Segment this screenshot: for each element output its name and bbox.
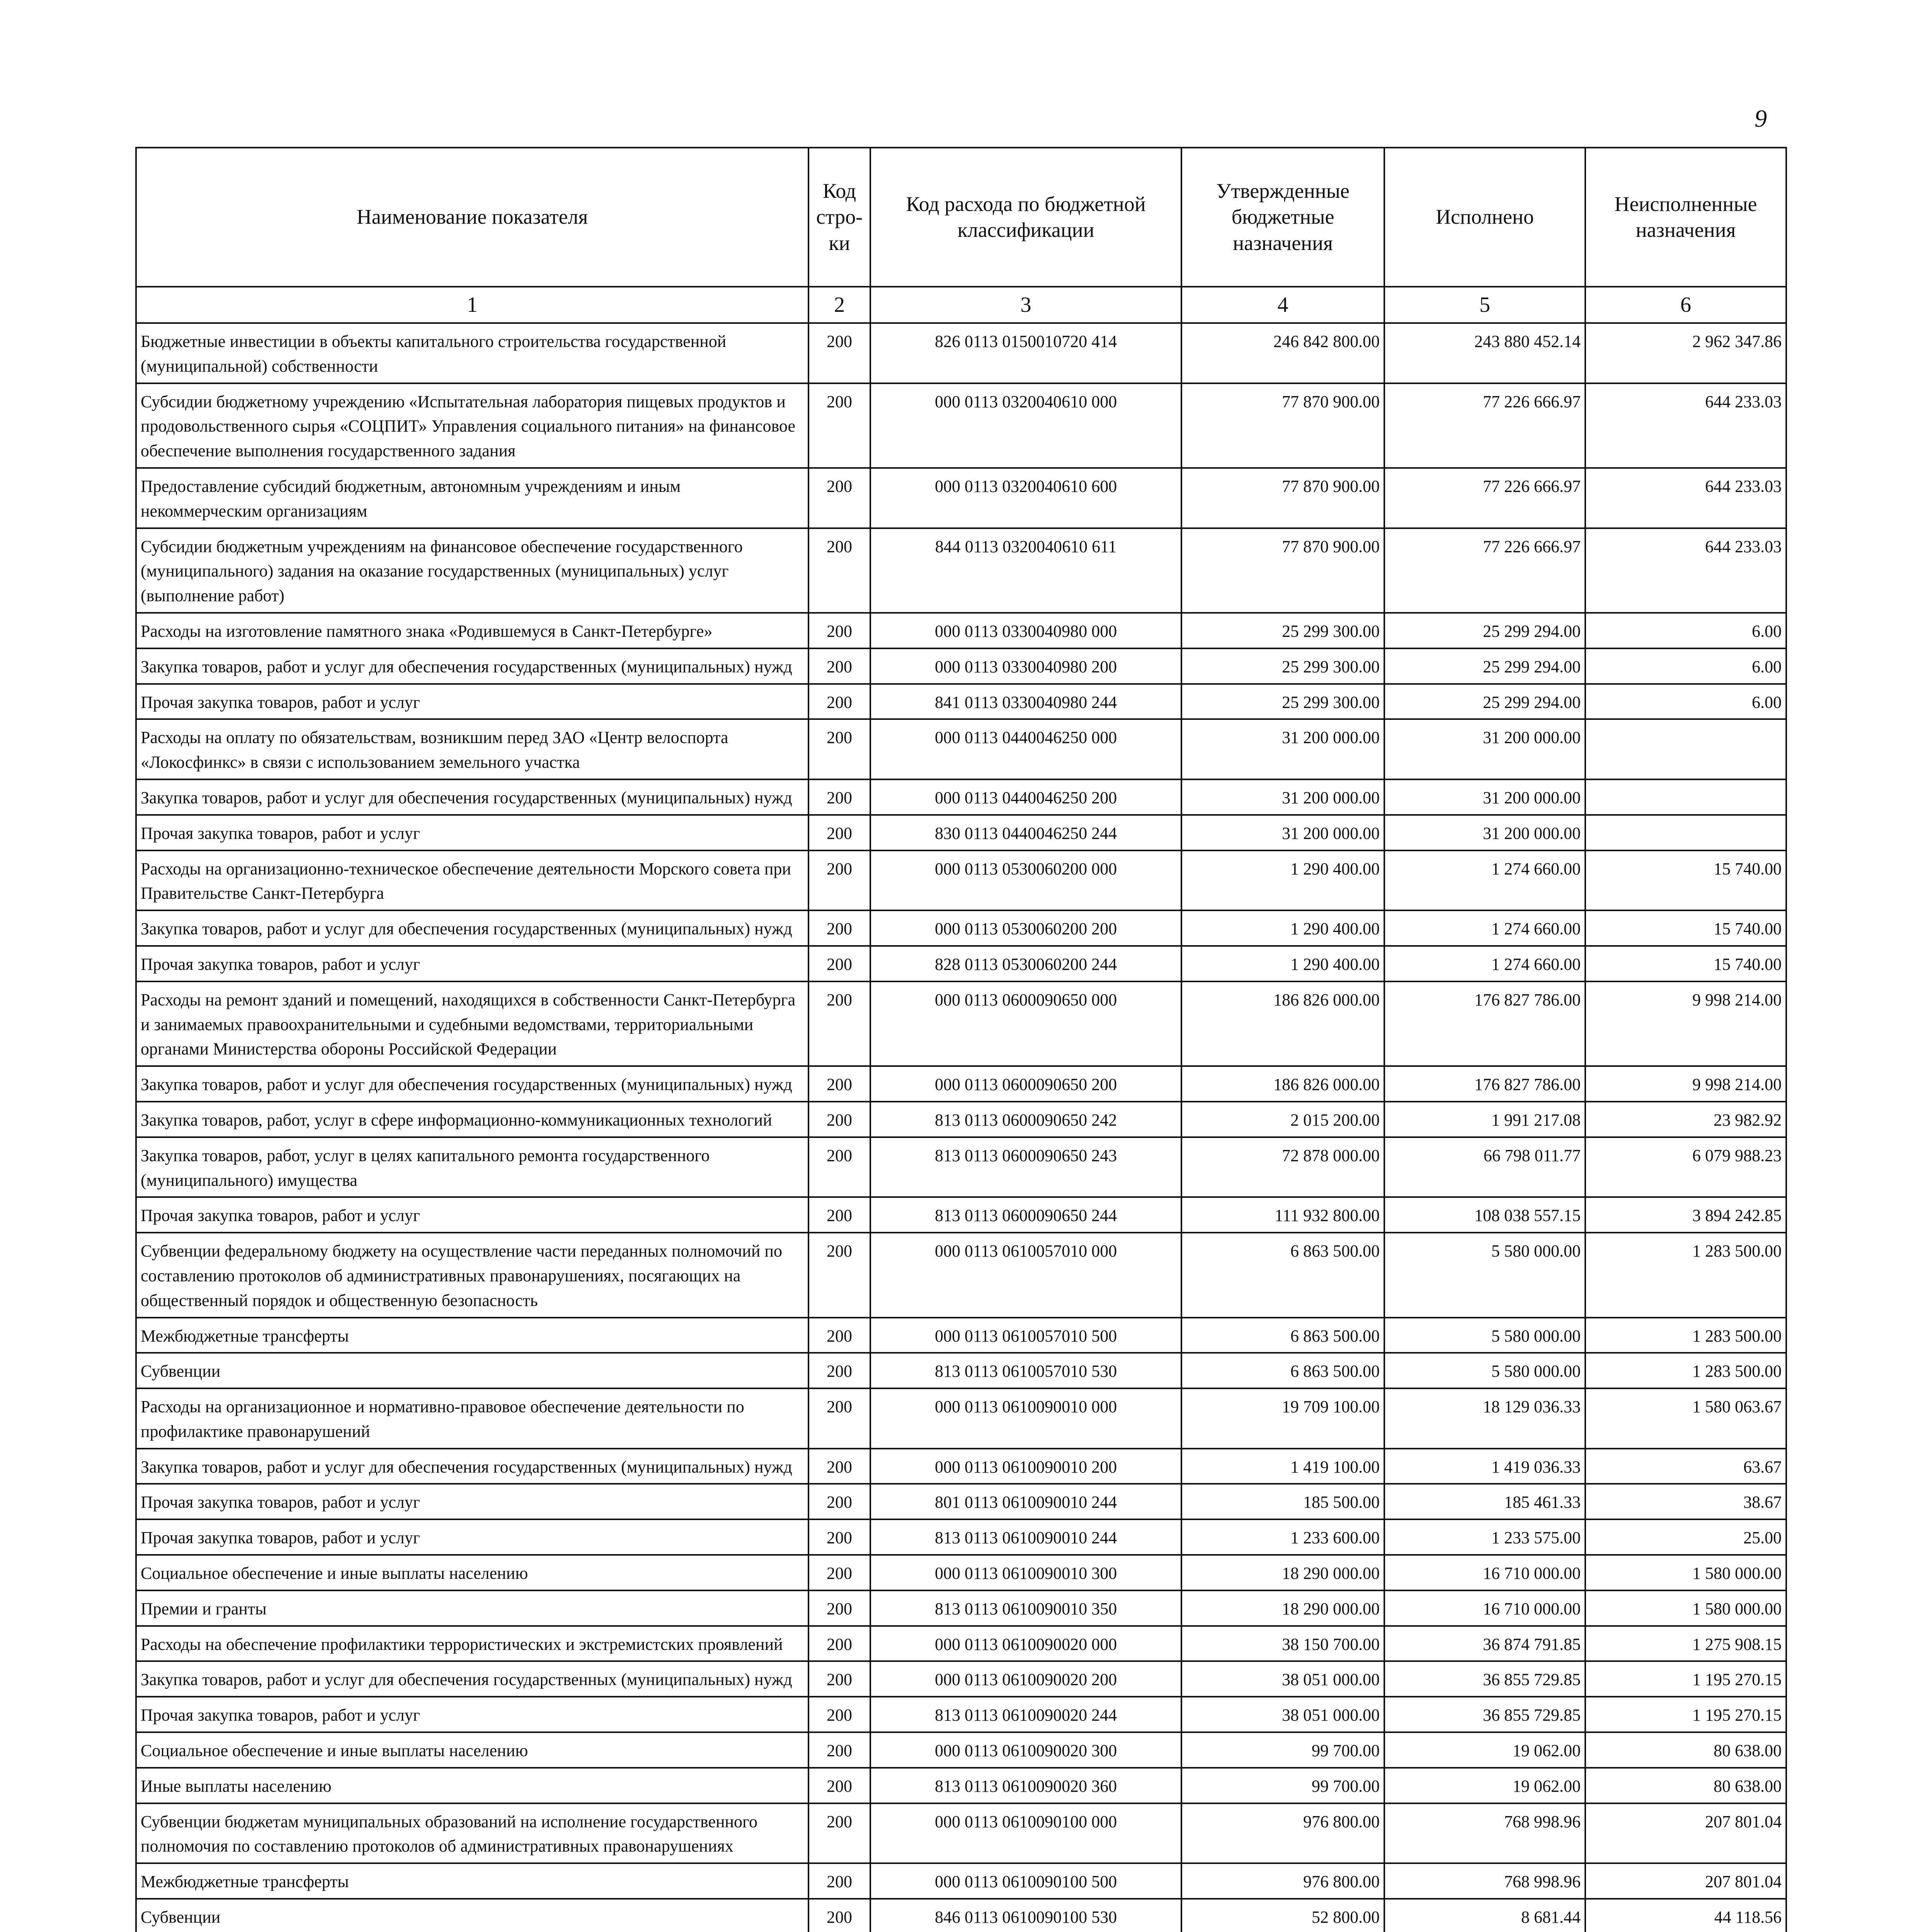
row-line-code-cell: 200	[808, 1484, 870, 1519]
row-budget-code-cell: 813 0113 0600090650 243	[870, 1137, 1181, 1197]
row-executed-cell: 25 299 294.00	[1384, 684, 1585, 719]
row-unexecuted-cell: 1 580 063.67	[1585, 1388, 1786, 1449]
row-executed-cell: 1 274 660.00	[1384, 910, 1585, 946]
row-budget-code-cell: 000 0113 0600090650 000	[870, 981, 1181, 1066]
row-budget-code-cell: 000 0113 0440046250 200	[870, 779, 1181, 815]
row-approved-cell: 52 800.00	[1181, 1899, 1384, 1932]
column-number-row	[136, 287, 1786, 323]
row-name-cell: Межбюджетные трансферты	[136, 1318, 808, 1353]
row-executed-cell: 768 998.96	[1384, 1863, 1585, 1899]
row-approved-cell: 77 870 900.00	[1181, 468, 1384, 528]
table-body	[136, 323, 1786, 1932]
row-executed-cell: 18 129 036.33	[1384, 1388, 1585, 1449]
row-budget-code-cell: 000 0113 0530060200 000	[870, 850, 1181, 911]
table-row	[136, 910, 1786, 946]
row-executed-cell: 108 038 557.15	[1384, 1197, 1585, 1233]
row-approved-cell: 38 150 700.00	[1181, 1626, 1384, 1662]
row-name-cell: Закупка товаров, работ и услуг для обеспечения государственных (муниципальных) нужд	[136, 1449, 808, 1484]
row-line-code-cell: 200	[808, 1353, 870, 1388]
row-executed-cell: 31 200 000.00	[1384, 815, 1585, 850]
row-approved-cell: 72 878 000.00	[1181, 1137, 1384, 1197]
row-budget-code-cell: 846 0113 0610090100 530	[870, 1899, 1181, 1932]
row-unexecuted-cell: 644 233.03	[1585, 468, 1786, 528]
row-unexecuted-cell: 1 580 000.00	[1585, 1590, 1786, 1626]
page-number: 9	[1755, 105, 1767, 132]
row-executed-cell: 77 226 666.97	[1384, 383, 1585, 468]
row-approved-cell: 111 932 800.00	[1181, 1197, 1384, 1233]
row-executed-cell: 1 419 036.33	[1384, 1449, 1585, 1484]
row-executed-cell: 36 855 729.85	[1384, 1697, 1585, 1732]
table-row	[136, 815, 1786, 850]
table-row	[136, 1590, 1786, 1626]
row-executed-cell: 176 827 786.00	[1384, 1066, 1585, 1102]
column-number: 5	[1384, 287, 1585, 323]
row-approved-cell: 25 299 300.00	[1181, 648, 1384, 684]
row-line-code-cell: 200	[808, 1555, 870, 1590]
row-line-code-cell: 200	[808, 1732, 870, 1768]
column-number: 6	[1585, 287, 1786, 323]
row-name-cell: Субвенции федеральному бюджету на осуществление части переданных полномочий по составлению протоколов об административных правонарушениях, посягающих на общественный порядок и общественную безопасность	[136, 1233, 808, 1317]
table-row	[136, 1197, 1786, 1233]
row-approved-cell: 38 051 000.00	[1181, 1661, 1384, 1697]
row-name-cell: Социальное обеспечение и иные выплаты населению	[136, 1732, 808, 1768]
row-approved-cell: 38 051 000.00	[1181, 1697, 1384, 1732]
row-approved-cell: 186 826 000.00	[1181, 981, 1384, 1066]
row-budget-code-cell: 000 0113 0530060200 200	[870, 910, 1181, 946]
row-approved-cell: 25 299 300.00	[1181, 613, 1384, 648]
table-row	[136, 1066, 1786, 1102]
header-approved: Утвержденные бюджетные назначения	[1181, 148, 1384, 287]
row-unexecuted-cell: 63.67	[1585, 1449, 1786, 1484]
row-line-code-cell: 200	[808, 779, 870, 815]
row-name-cell: Субсидии бюджетному учреждению «Испытательная лаборатория пищевых продуктов и продовольственного сырья «СОЦПИТ» Управления социального питания» на финансовое обеспечение выполнения государственного задания	[136, 383, 808, 468]
row-unexecuted-cell: 6.00	[1585, 684, 1786, 719]
row-unexecuted-cell: 207 801.04	[1585, 1803, 1786, 1864]
row-unexecuted-cell: 1 275 908.15	[1585, 1626, 1786, 1662]
row-name-cell: Закупка товаров, работ и услуг для обеспечения государственных (муниципальных) нужд	[136, 1661, 808, 1697]
row-budget-code-cell: 000 0113 0320040610 600	[870, 468, 1181, 528]
row-unexecuted-cell	[1585, 779, 1786, 815]
row-approved-cell: 25 299 300.00	[1181, 684, 1384, 719]
row-budget-code-cell: 000 0113 0610090010 200	[870, 1449, 1181, 1484]
column-number: 4	[1181, 287, 1384, 323]
row-approved-cell: 1 290 400.00	[1181, 850, 1384, 911]
row-line-code-cell: 200	[808, 1697, 870, 1732]
header-budget-code: Код расхода по бюджетной классификации	[870, 148, 1181, 287]
row-budget-code-cell: 000 0113 0610090010 300	[870, 1555, 1181, 1590]
table-row	[136, 1519, 1786, 1555]
row-executed-cell: 77 226 666.97	[1384, 528, 1585, 613]
row-name-cell: Прочая закупка товаров, работ и услуг	[136, 1697, 808, 1732]
row-budget-code-cell: 830 0113 0440046250 244	[870, 815, 1181, 850]
row-executed-cell: 1 274 660.00	[1384, 946, 1585, 981]
row-name-cell: Прочая закупка товаров, работ и услуг	[136, 1484, 808, 1519]
row-name-cell: Субсидии бюджетным учреждениям на финансовое обеспечение государственного (муниципального) задания на оказание государственных (муниципальных) услуг (выполнение работ)	[136, 528, 808, 613]
table-row	[136, 1484, 1786, 1519]
row-unexecuted-cell: 38.67	[1585, 1484, 1786, 1519]
row-line-code-cell: 200	[808, 719, 870, 779]
table-row	[136, 1233, 1786, 1317]
row-name-cell: Прочая закупка товаров, работ и услуг	[136, 1519, 808, 1555]
table-row	[136, 719, 1786, 779]
row-budget-code-cell: 841 0113 0330040980 244	[870, 684, 1181, 719]
row-line-code-cell: 200	[808, 1590, 870, 1626]
row-approved-cell: 1 290 400.00	[1181, 910, 1384, 946]
row-budget-code-cell: 801 0113 0610090010 244	[870, 1484, 1181, 1519]
table-row	[136, 1137, 1786, 1197]
row-approved-cell: 6 863 500.00	[1181, 1353, 1384, 1388]
row-approved-cell: 18 290 000.00	[1181, 1555, 1384, 1590]
row-unexecuted-cell: 1 283 500.00	[1585, 1353, 1786, 1388]
row-budget-code-cell: 813 0113 0610090020 360	[870, 1768, 1181, 1803]
row-executed-cell: 19 062.00	[1384, 1732, 1585, 1768]
row-budget-code-cell: 000 0113 0610090100 000	[870, 1803, 1181, 1864]
row-budget-code-cell: 813 0113 0610057010 530	[870, 1353, 1181, 1388]
row-name-cell: Премии и гранты	[136, 1590, 808, 1626]
row-executed-cell: 36 855 729.85	[1384, 1661, 1585, 1697]
row-executed-cell: 31 200 000.00	[1384, 779, 1585, 815]
row-approved-cell: 31 200 000.00	[1181, 719, 1384, 779]
row-budget-code-cell: 844 0113 0320040610 611	[870, 528, 1181, 613]
row-name-cell: Расходы на изготовление памятного знака «Родившемуся в Санкт-Петербурге»	[136, 613, 808, 648]
row-line-code-cell: 200	[808, 1137, 870, 1197]
column-number: 2	[808, 287, 870, 323]
row-budget-code-cell: 813 0113 0610090020 244	[870, 1697, 1181, 1732]
row-budget-code-cell: 000 0113 0610057010 000	[870, 1233, 1181, 1317]
row-approved-cell: 185 500.00	[1181, 1484, 1384, 1519]
row-line-code-cell: 200	[808, 383, 870, 468]
row-name-cell: Расходы на обеспечение профилактики террористических и экстремистских проявлений	[136, 1626, 808, 1662]
row-name-cell: Расходы на организационно-техническое обеспечение деятельности Морского совета при Правительстве Санкт-Петербурга	[136, 850, 808, 911]
table-row	[136, 1697, 1786, 1732]
row-executed-cell: 768 998.96	[1384, 1803, 1585, 1864]
row-unexecuted-cell: 15 740.00	[1585, 850, 1786, 911]
row-budget-code-cell: 000 0113 0610090020 000	[870, 1626, 1181, 1662]
row-approved-cell: 77 870 900.00	[1181, 528, 1384, 613]
row-budget-code-cell: 000 0113 0330040980 000	[870, 613, 1181, 648]
row-unexecuted-cell: 23 982.92	[1585, 1102, 1786, 1137]
row-executed-cell: 185 461.33	[1384, 1484, 1585, 1519]
row-line-code-cell: 200	[808, 981, 870, 1066]
row-line-code-cell: 200	[808, 1449, 870, 1484]
row-executed-cell: 5 580 000.00	[1384, 1353, 1585, 1388]
row-executed-cell: 5 580 000.00	[1384, 1233, 1585, 1317]
row-unexecuted-cell: 44 118.56	[1585, 1899, 1786, 1932]
row-unexecuted-cell: 644 233.03	[1585, 383, 1786, 468]
row-unexecuted-cell: 1 283 500.00	[1585, 1318, 1786, 1353]
row-name-cell: Закупка товаров, работ, услуг в сфере информационно-коммуникационных технологий	[136, 1102, 808, 1137]
row-executed-cell: 19 062.00	[1384, 1768, 1585, 1803]
table-row	[136, 1626, 1786, 1662]
row-approved-cell: 1 233 600.00	[1181, 1519, 1384, 1555]
row-executed-cell: 25 299 294.00	[1384, 648, 1585, 684]
row-unexecuted-cell: 80 638.00	[1585, 1732, 1786, 1768]
row-budget-code-cell: 813 0113 0600090650 244	[870, 1197, 1181, 1233]
row-budget-code-cell: 000 0113 0320040610 000	[870, 383, 1181, 468]
row-line-code-cell: 200	[808, 1233, 870, 1317]
table-row	[136, 1732, 1786, 1768]
row-budget-code-cell: 000 0113 0440046250 000	[870, 719, 1181, 779]
table-row	[136, 528, 1786, 613]
row-budget-code-cell: 828 0113 0530060200 244	[870, 946, 1181, 981]
row-executed-cell: 36 874 791.85	[1384, 1626, 1585, 1662]
row-executed-cell: 1 274 660.00	[1384, 850, 1585, 911]
row-executed-cell: 31 200 000.00	[1384, 719, 1585, 779]
row-name-cell: Прочая закупка товаров, работ и услуг	[136, 946, 808, 981]
row-approved-cell: 6 863 500.00	[1181, 1233, 1384, 1317]
table-row	[136, 613, 1786, 648]
row-line-code-cell: 200	[808, 1803, 870, 1864]
row-executed-cell: 1 991 217.08	[1384, 1102, 1585, 1137]
row-unexecuted-cell: 9 998 214.00	[1585, 981, 1786, 1066]
row-unexecuted-cell: 1 283 500.00	[1585, 1233, 1786, 1317]
header-executed: Исполнено	[1384, 148, 1585, 287]
row-name-cell: Прочая закупка товаров, работ и услуг	[136, 1197, 808, 1233]
row-budget-code-cell: 000 0113 0610090020 200	[870, 1661, 1181, 1697]
table-row	[136, 946, 1786, 981]
row-name-cell: Прочая закупка товаров, работ и услуг	[136, 815, 808, 850]
row-line-code-cell: 200	[808, 648, 870, 684]
table-row	[136, 1353, 1786, 1388]
row-line-code-cell: 200	[808, 850, 870, 911]
row-line-code-cell: 200	[808, 1626, 870, 1662]
row-line-code-cell: 200	[808, 1388, 870, 1449]
row-approved-cell: 1 290 400.00	[1181, 946, 1384, 981]
header-name: Наименование показателя	[136, 148, 808, 287]
row-budget-code-cell: 826 0113 0150010720 414	[870, 323, 1181, 383]
row-executed-cell: 16 710 000.00	[1384, 1555, 1585, 1590]
row-line-code-cell: 200	[808, 946, 870, 981]
row-name-cell: Закупка товаров, работ и услуг для обеспечения государственных (муниципальных) нужд	[136, 1066, 808, 1102]
row-approved-cell: 1 419 100.00	[1181, 1449, 1384, 1484]
table-row	[136, 981, 1786, 1066]
row-name-cell: Закупка товаров, работ и услуг для обеспечения государственных (муниципальных) нужд	[136, 648, 808, 684]
row-name-cell: Прочая закупка товаров, работ и услуг	[136, 684, 808, 719]
row-name-cell: Расходы на ремонт зданий и помещений, находящихся в собственности Санкт-Петербурга и занимаемых правоохранительными и судебными ведомствами, территориальными органами Министерства обороны Российской Федерации	[136, 981, 808, 1066]
row-line-code-cell: 200	[808, 910, 870, 946]
row-executed-cell: 8 681.44	[1384, 1899, 1585, 1932]
table-row	[136, 383, 1786, 468]
row-line-code-cell: 200	[808, 528, 870, 613]
row-unexecuted-cell: 80 638.00	[1585, 1768, 1786, 1803]
header-unexecuted: Неисполненные назначения	[1585, 148, 1786, 287]
table-row	[136, 468, 1786, 528]
table-row	[136, 779, 1786, 815]
table-row	[136, 1768, 1786, 1803]
row-executed-cell: 77 226 666.97	[1384, 468, 1585, 528]
table-row	[136, 1661, 1786, 1697]
row-unexecuted-cell: 1 580 000.00	[1585, 1555, 1786, 1590]
row-unexecuted-cell: 207 801.04	[1585, 1863, 1786, 1899]
row-executed-cell: 16 710 000.00	[1384, 1590, 1585, 1626]
row-executed-cell: 25 299 294.00	[1384, 613, 1585, 648]
table-row	[136, 1899, 1786, 1932]
row-unexecuted-cell: 15 740.00	[1585, 910, 1786, 946]
column-number: 3	[870, 287, 1181, 323]
row-line-code-cell: 200	[808, 684, 870, 719]
row-unexecuted-cell: 25.00	[1585, 1519, 1786, 1555]
row-approved-cell: 246 842 800.00	[1181, 323, 1384, 383]
row-budget-code-cell: 813 0113 0600090650 242	[870, 1102, 1181, 1137]
row-executed-cell: 5 580 000.00	[1384, 1318, 1585, 1353]
header-line-code: Код стро-ки	[808, 148, 870, 287]
row-name-cell: Субвенции бюджетам муниципальных образований на исполнение государственного полномочия по составлению протоколов об административных правонарушениях	[136, 1803, 808, 1864]
row-approved-cell: 186 826 000.00	[1181, 1066, 1384, 1102]
row-approved-cell: 99 700.00	[1181, 1768, 1384, 1803]
row-approved-cell: 99 700.00	[1181, 1732, 1384, 1768]
table-row	[136, 1863, 1786, 1899]
row-unexecuted-cell: 9 998 214.00	[1585, 1066, 1786, 1102]
table-row	[136, 850, 1786, 911]
row-line-code-cell: 200	[808, 1899, 870, 1932]
row-name-cell: Закупка товаров, работ, услуг в целях капитального ремонта государственного (муниципального) имущества	[136, 1137, 808, 1197]
row-line-code-cell: 200	[808, 1197, 870, 1233]
row-approved-cell: 18 290 000.00	[1181, 1590, 1384, 1626]
table-row	[136, 1102, 1786, 1137]
row-unexecuted-cell	[1585, 815, 1786, 850]
row-unexecuted-cell: 15 740.00	[1585, 946, 1786, 981]
row-unexecuted-cell: 6.00	[1585, 648, 1786, 684]
row-line-code-cell: 200	[808, 468, 870, 528]
row-budget-code-cell: 000 0113 0330040980 200	[870, 648, 1181, 684]
row-approved-cell: 976 800.00	[1181, 1863, 1384, 1899]
row-line-code-cell: 200	[808, 1661, 870, 1697]
table-row	[136, 1803, 1786, 1864]
row-approved-cell: 6 863 500.00	[1181, 1318, 1384, 1353]
row-budget-code-cell: 000 0113 0610090010 000	[870, 1388, 1181, 1449]
row-line-code-cell: 200	[808, 1768, 870, 1803]
row-executed-cell: 66 798 011.77	[1384, 1137, 1585, 1197]
row-executed-cell: 1 233 575.00	[1384, 1519, 1585, 1555]
row-name-cell: Закупка товаров, работ и услуг для обеспечения государственных (муниципальных) нужд	[136, 910, 808, 946]
row-name-cell: Субвенции	[136, 1899, 808, 1932]
header-row	[136, 148, 1786, 287]
row-unexecuted-cell: 3 894 242.85	[1585, 1197, 1786, 1233]
row-budget-code-cell: 000 0113 0600090650 200	[870, 1066, 1181, 1102]
row-executed-cell: 176 827 786.00	[1384, 981, 1585, 1066]
row-line-code-cell: 200	[808, 1863, 870, 1899]
table-row	[136, 1555, 1786, 1590]
table-row	[136, 1449, 1786, 1484]
table-row	[136, 1318, 1786, 1353]
row-unexecuted-cell: 6.00	[1585, 613, 1786, 648]
row-budget-code-cell: 813 0113 0610090010 350	[870, 1590, 1181, 1626]
row-line-code-cell: 200	[808, 815, 870, 850]
row-unexecuted-cell: 644 233.03	[1585, 528, 1786, 613]
row-approved-cell: 31 200 000.00	[1181, 779, 1384, 815]
row-approved-cell: 976 800.00	[1181, 1803, 1384, 1864]
row-name-cell: Бюджетные инвестиции в объекты капитального строительства государственной (муниципальной) собственности	[136, 323, 808, 383]
row-budget-code-cell: 000 0113 0610090100 500	[870, 1863, 1181, 1899]
column-number: 1	[136, 287, 808, 323]
row-unexecuted-cell: 2 962 347.86	[1585, 323, 1786, 383]
row-name-cell: Расходы на организационное и нормативно-правовое обеспечение деятельности по профилактике правонарушений	[136, 1388, 808, 1449]
row-line-code-cell: 200	[808, 1102, 870, 1137]
row-approved-cell: 2 015 200.00	[1181, 1102, 1384, 1137]
row-executed-cell: 243 880 452.14	[1384, 323, 1585, 383]
row-unexecuted-cell: 6 079 988.23	[1585, 1137, 1786, 1197]
table-row	[136, 1388, 1786, 1449]
table-row	[136, 648, 1786, 684]
row-name-cell: Межбюджетные трансферты	[136, 1863, 808, 1899]
row-line-code-cell: 200	[808, 613, 870, 648]
row-budget-code-cell: 000 0113 0610090020 300	[870, 1732, 1181, 1768]
row-name-cell: Расходы на оплату по обязательствам, возникшим перед ЗАО «Центр велоспорта «Локосфинкс» в связи с использованием земельного участка	[136, 719, 808, 779]
row-approved-cell: 19 709 100.00	[1181, 1388, 1384, 1449]
row-approved-cell: 31 200 000.00	[1181, 815, 1384, 850]
row-line-code-cell: 200	[808, 323, 870, 383]
row-unexecuted-cell	[1585, 719, 1786, 779]
table-row	[136, 323, 1786, 383]
row-name-cell: Иные выплаты населению	[136, 1768, 808, 1803]
row-name-cell: Субвенции	[136, 1353, 808, 1388]
table-row	[136, 684, 1786, 719]
budget-execution-table	[135, 147, 1787, 1932]
row-name-cell: Предоставление субсидий бюджетным, автономным учреждениям и иным некоммерческим организациям	[136, 468, 808, 528]
row-line-code-cell: 200	[808, 1519, 870, 1555]
row-approved-cell: 77 870 900.00	[1181, 383, 1384, 468]
row-line-code-cell: 200	[808, 1318, 870, 1353]
row-unexecuted-cell: 1 195 270.15	[1585, 1697, 1786, 1732]
row-line-code-cell: 200	[808, 1066, 870, 1102]
row-name-cell: Социальное обеспечение и иные выплаты населению	[136, 1555, 808, 1590]
row-budget-code-cell: 813 0113 0610090010 244	[870, 1519, 1181, 1555]
row-budget-code-cell: 000 0113 0610057010 500	[870, 1318, 1181, 1353]
row-name-cell: Закупка товаров, работ и услуг для обеспечения государственных (муниципальных) нужд	[136, 779, 808, 815]
row-unexecuted-cell: 1 195 270.15	[1585, 1661, 1786, 1697]
